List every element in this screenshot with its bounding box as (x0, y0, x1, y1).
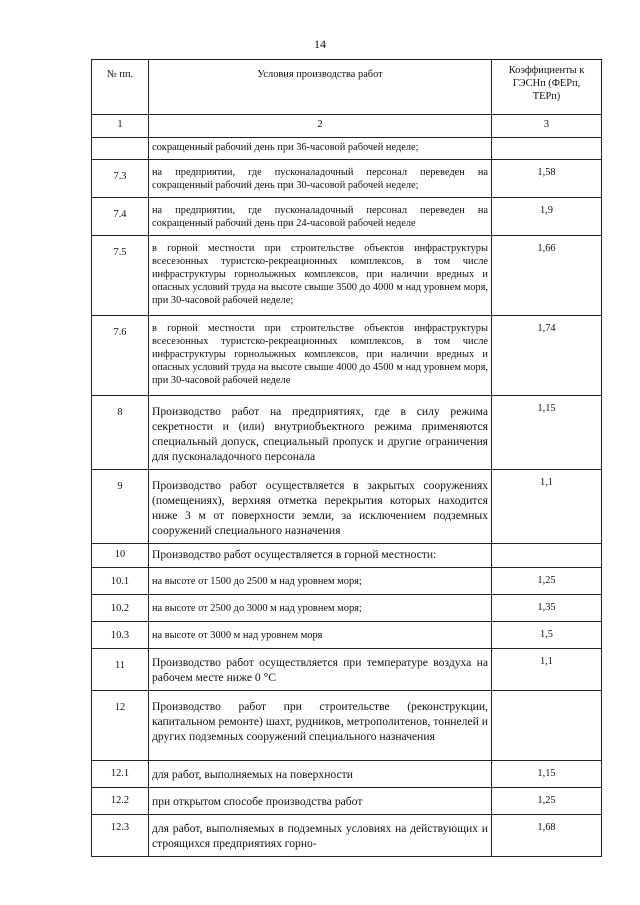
table-row (92, 595, 602, 622)
table-row (92, 691, 602, 761)
row-num: 7.3 (92, 160, 149, 198)
row-text: для работ, выполняемых в подземных условиях на действующих и строящихся предприятиях горно- (149, 815, 492, 857)
header-coef: Коэффициенты к ГЭСНп (ФЕРп, ТЕРп) (492, 60, 602, 115)
row-text: Производство работ осуществляется в закрытых сооружениях (помещениях), верхняя отметка перекрытия которых находится ниже 3 м от поверхности земли, за исключением подземных сооружений специального назначения (149, 470, 492, 544)
header-conditions: Условия производства работ (149, 60, 492, 115)
table-row (92, 316, 602, 396)
index-cell-3: 3 (492, 115, 602, 138)
row-coef: 1,66 (492, 236, 602, 316)
row-num: 7.5 (92, 236, 149, 316)
row-num: 12.2 (92, 788, 149, 815)
row-num: 12.3 (92, 815, 149, 857)
row-coef: 1,74 (492, 316, 602, 396)
row-coef: 1,5 (492, 622, 602, 649)
index-cell-2: 2 (149, 115, 492, 138)
table-row (92, 649, 602, 691)
table-row (92, 815, 602, 857)
row-num: 9 (92, 470, 149, 544)
row-text: в горной местности при строительстве объектов инфраструктуры всесезонных туристско-рекреационных комплексов, в том числе инфраструктуры горнолыжных комплексов, при наличии вредных и опасных условий труда на высоте свыше 3500 до 4000 м над уровнем моря, при 30-часовой рабочей неделе; (149, 236, 492, 316)
row-coef: 1,15 (492, 396, 602, 470)
row-coef: 1,1 (492, 470, 602, 544)
table-row (92, 470, 602, 544)
row-num: 12.1 (92, 761, 149, 788)
row-coef: 1,15 (492, 761, 602, 788)
row-text: Производство работ осуществляется при температуре воздуха на рабочем месте ниже 0 °С (149, 649, 492, 691)
row-num: 10.3 (92, 622, 149, 649)
row-text: Производство работ на предприятиях, где в силу режима секретности и (или) внутриобъектного режима применяются специальный допуск, специальный пропуск и другие ограничения для пусконаладочного персонала (149, 396, 492, 470)
row-text: на высоте от 2500 до 3000 м над уровнем моря; (149, 595, 492, 622)
row-text: на предприятии, где пусконаладочный персонал переведен на сокращенный рабочий день при 24-часовой рабочей неделе (149, 198, 492, 236)
row-num: 7.6 (92, 316, 149, 396)
row-coef (492, 544, 602, 568)
header-num: № пп. (92, 60, 149, 115)
row-num (92, 138, 149, 160)
coefficients-table (91, 59, 602, 857)
row-coef: 1,35 (492, 595, 602, 622)
row-text: в горной местности при строительстве объектов инфраструктуры всесезонных туристско-рекреационных комплексов, в том числе инфраструктуры горнолыжных комплексов, при наличии вредных и опасных условий труда на высоте свыше 4000 до 4500 м над уровнем моря, при 30-часовой рабочей неделе (149, 316, 492, 396)
row-num: 8 (92, 396, 149, 470)
row-text: на высоте от 1500 до 2500 м над уровнем моря; (149, 568, 492, 595)
row-coef: 1,25 (492, 568, 602, 595)
row-num: 11 (92, 649, 149, 691)
row-num: 7.4 (92, 198, 149, 236)
row-coef (492, 138, 602, 160)
row-text: на высоте от 3000 м над уровнем моря (149, 622, 492, 649)
page-number: 14 (314, 37, 326, 51)
table-row (92, 198, 602, 236)
table-header-row (92, 60, 602, 115)
table-row (92, 568, 602, 595)
row-coef: 1,9 (492, 198, 602, 236)
table-row (92, 138, 602, 160)
table-row (92, 236, 602, 316)
table-row (92, 788, 602, 815)
row-num: 10.2 (92, 595, 149, 622)
table-row (92, 622, 602, 649)
row-coef: 1,1 (492, 649, 602, 691)
row-text: Производство работ осуществляется в горной местности: (149, 544, 492, 568)
row-text: при открытом способе производства работ (149, 788, 492, 815)
row-text: для работ, выполняемых на поверхности (149, 761, 492, 788)
row-coef (492, 691, 602, 761)
table-index-row (92, 115, 602, 138)
row-num: 12 (92, 691, 149, 761)
row-text: на предприятии, где пусконаладочный персонал переведен на сокращенный рабочий день при 30-часовой рабочей неделе; (149, 160, 492, 198)
table-row (92, 544, 602, 568)
row-num: 10 (92, 544, 149, 568)
row-text: Производство работ при строительстве (реконструкции, капитальном ремонте) шахт, рудников, метрополитенов, тоннелей и других подземных сооружений специального назначения (149, 691, 492, 761)
table-row (92, 396, 602, 470)
table-row (92, 761, 602, 788)
row-coef: 1,25 (492, 788, 602, 815)
row-text: сокращенный рабочий день при 36-часовой рабочей неделе; (149, 138, 492, 160)
row-num: 10.1 (92, 568, 149, 595)
row-coef: 1,68 (492, 815, 602, 857)
row-coef: 1,58 (492, 160, 602, 198)
index-cell-1: 1 (92, 115, 149, 138)
table-row (92, 160, 602, 198)
